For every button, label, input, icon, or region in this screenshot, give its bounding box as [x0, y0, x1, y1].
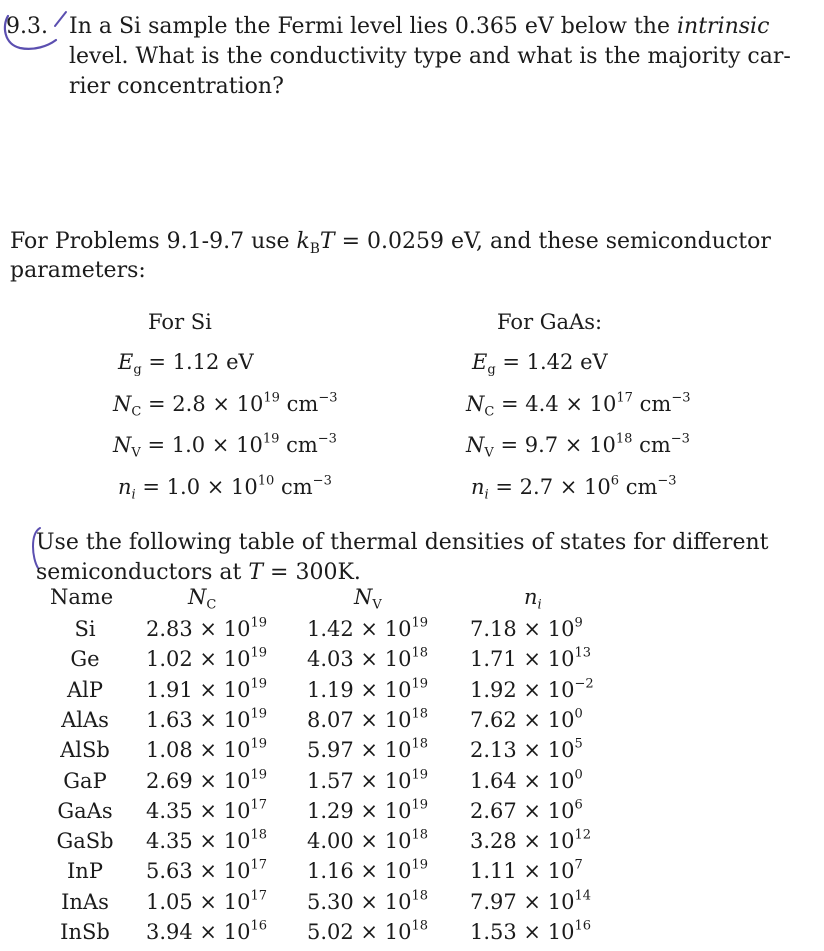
- problem-number: 9.3.: [6, 14, 48, 39]
- table-cell-nv: $5.30 \times 10^{18}$: [307, 888, 428, 914]
- table-row-name: AlSb: [60, 738, 110, 762]
- table-cell-ni: $3.28 \times 10^{12}$: [470, 827, 591, 853]
- si-nc: $N_C = 2.8 \times 10^{19}$ $cm^{-3}$: [113, 390, 338, 420]
- gaas-eg: $E_g = 1.42$ eV: [472, 350, 608, 378]
- table-cell-nc: $1.02 \times 10^{19}$: [146, 645, 267, 671]
- table-header-name: Name: [50, 585, 114, 609]
- table-cell-ni: $2.67 \times 10^6$: [470, 797, 583, 823]
- table-cell-ni: $2.13 \times 10^5$: [470, 736, 583, 762]
- table-cell-nc: $3.94 \times 10^{16}$: [146, 918, 267, 944]
- intro-text-line: parameters:: [10, 258, 146, 283]
- table-cell-nv: $1.57 \times 10^{19}$: [307, 767, 428, 793]
- table-cell-nc: $1.91 \times 10^{19}$: [146, 676, 267, 702]
- table-header-nv: $N_V$: [354, 585, 382, 613]
- table-cell-nc: $1.08 \times 10^{19}$: [146, 736, 267, 762]
- si-nv: $N_V = 1.0 \times 10^{19}$ $cm^{-3}$: [113, 431, 337, 461]
- table-cell-nc: $2.69 \times 10^{19}$: [146, 767, 267, 793]
- emphasis-word: intrinsic: [677, 14, 770, 39]
- table-cell-nc: $5.63 \times 10^{17}$: [146, 857, 267, 883]
- table-cell-nv: $1.42 \times 10^{19}$: [307, 615, 428, 641]
- table-cell-nc: $4.35 \times 10^{18}$: [146, 827, 267, 853]
- table-cell-nv: $5.97 \times 10^{18}$: [307, 736, 428, 762]
- table-row-name: GaAs: [57, 799, 113, 823]
- si-eg: $E_g = 1.12$ eV: [118, 350, 254, 378]
- table-intro-line: Use the following table of thermal densities of states for different: [36, 530, 769, 555]
- table-cell-ni: $1.64 \times 10^0$: [470, 767, 583, 793]
- table-cell-nc: $4.35 \times 10^{17}$: [146, 797, 267, 823]
- table-cell-ni: $1.71 \times 10^{13}$: [470, 645, 591, 671]
- gaas-nc: $N_C = 4.4 \times 10^{17}$ $cm^{-3}$: [466, 390, 691, 420]
- table-row-name: Ge: [70, 647, 100, 671]
- table-cell-nc: $2.83 \times 10^{19}$: [146, 615, 267, 641]
- table-row-name: InP: [67, 859, 103, 883]
- table-cell-ni: $1.92 \times 10^{-2}$: [470, 676, 594, 702]
- table-header-ni: $n_i$: [524, 585, 542, 613]
- table-cell-nv: $8.07 \times 10^{18}$: [307, 706, 428, 732]
- table-row-name: AlP: [66, 678, 103, 702]
- problem-text-line: rier concentration?: [69, 74, 284, 99]
- gaas-heading: For GaAs:: [497, 310, 603, 334]
- si-heading: For Si: [148, 310, 212, 334]
- table-row-name: GaP: [63, 769, 107, 793]
- si-ni: $n_i = 1.0 \times 10^{10}$ $cm^{-3}$: [118, 473, 332, 503]
- intro-text-line: For Problems 9.1-9.7 use $k_BT = 0.0259$ eV, and these semiconductor: [10, 229, 771, 257]
- table-cell-nv: $4.00 \times 10^{18}$: [307, 827, 428, 853]
- table-header-nc: $N_C$: [188, 585, 217, 613]
- table-row-name: AlAs: [61, 708, 109, 732]
- table-cell-nv: $1.29 \times 10^{19}$: [307, 797, 428, 823]
- table-row-name: Si: [74, 617, 96, 641]
- table-cell-ni: $7.97 \times 10^{14}$: [470, 888, 591, 914]
- table-cell-nc: $1.63 \times 10^{19}$: [146, 706, 267, 732]
- problem-text-line: level. What is the conductivity type and what is the majority car-: [69, 44, 791, 69]
- table-cell-ni: $1.53 \times 10^{16}$: [470, 918, 591, 944]
- table-cell-ni: $1.11 \times 10^7$: [470, 857, 583, 883]
- table-cell-nv: $4.03 \times 10^{18}$: [307, 645, 428, 671]
- table-intro-line: semiconductors at T = 300K.: [36, 560, 361, 585]
- problem-text-line: In a Si sample the Fermi level lies 0.365 eV below the intrinsic: [69, 14, 770, 39]
- table-cell-ni: $7.62 \times 10^0$: [470, 706, 583, 732]
- table-row-name: InSb: [60, 920, 110, 944]
- table-row-name: InAs: [61, 890, 109, 914]
- table-cell-nc: $1.05 \times 10^{17}$: [146, 888, 267, 914]
- table-cell-nv: $1.16 \times 10^{19}$: [307, 857, 428, 883]
- table-cell-nv: $5.02 \times 10^{18}$: [307, 918, 428, 944]
- table-cell-nv: $1.19 \times 10^{19}$: [307, 676, 428, 702]
- table-cell-ni: $7.18 \times 10^9$: [470, 615, 583, 641]
- gaas-ni: $n_i = 2.7 \times 10^6$ $cm^{-3}$: [471, 473, 677, 503]
- table-row-name: GaSb: [56, 829, 114, 853]
- gaas-nv: $N_V = 9.7 \times 10^{18}$ $cm^{-3}$: [466, 431, 690, 461]
